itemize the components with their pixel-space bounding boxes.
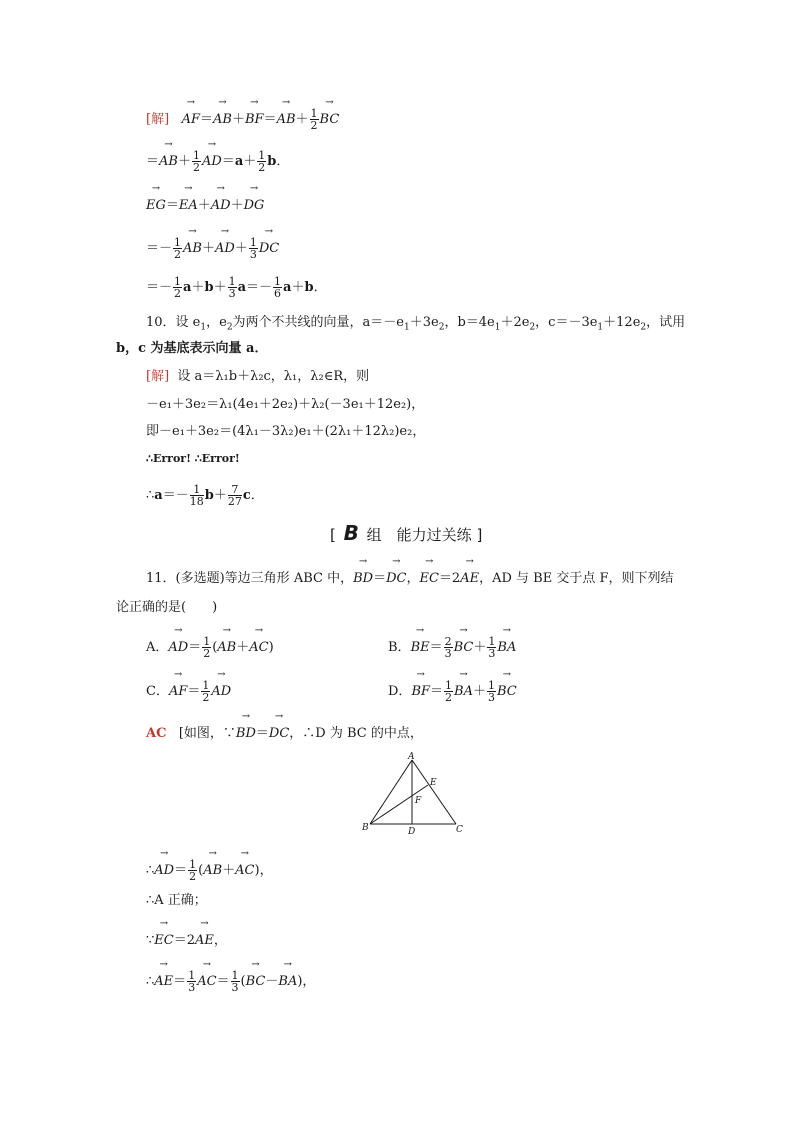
label-a: A (408, 752, 415, 762)
label-d: D (408, 827, 416, 837)
label-b: B (362, 823, 369, 833)
step-ad: ∴→ AD＝ $\frac{1}{2}$ (→ AB＋→ AC)， (146, 855, 273, 882)
q11-prompt-line1: 11．(多选题)等边三角形 ABC 中，→ BD＝→ DC，→ EC＝2→ AE，AD 与 BE 交于点 F，则下列结 (146, 563, 674, 590)
sol9-line2: ＝→ AB＋ $\frac{1}{2}$ → AD＝a＋ $\frac{1}{2}$ b． (146, 146, 289, 173)
q10-sol-line3: 即－e₁＋3e₂＝(4λ₁－3λ₂)e₁＋(2λ₁＋12λ₂)e₂， (146, 424, 426, 439)
q10-prompt-line2: b，c 为基底表示向量 a． (116, 341, 268, 356)
sol9-line4: ＝－ $\frac{1}{2}$ → AB＋→ AD＋ $\frac{1}{3}$ → DC (146, 233, 279, 260)
q10-sol-line2: －e₁＋3e₂＝λ₁(4e₁＋2e₂)＋λ₂(－3e₁＋12e₂)， (146, 397, 425, 412)
group-b-logo: B (343, 521, 359, 545)
q11-prompt-line2: 论正确的是( ) (116, 600, 218, 615)
solution-tag: [解] (146, 369, 170, 384)
sol9-line1: [解] → AF＝→ AB＋→ BF＝→ AB＋ $\frac{1}{2}$ → BC (146, 104, 339, 131)
step-ae: ∴→ AE＝ $\frac{1}{3}$ → AC＝ $\frac{1}{3}$ (→ BC－→ BA)， (146, 966, 315, 993)
label-e: E (430, 778, 437, 788)
option-b: B．→ BE＝ $\frac{2}{3}$ → BC＋ $\frac{1}{3}$ → BA (388, 632, 516, 659)
sol9-line5: ＝－ $\frac{1}{2}$ a＋b＋ $\frac{1}{3}$ a＝－ $\frac{1}{6}$ a＋b． (146, 275, 327, 300)
edge-ac (412, 760, 456, 824)
label-f: F (415, 796, 422, 806)
q10-sol-line1: [解] 设 a＝λ₁b＋λ₂c，λ₁，λ₂∈R，则 (146, 369, 370, 384)
section-title: [ B 组 能力过关练 ] (330, 521, 483, 545)
solution-tag: [解] (146, 112, 170, 127)
q10-sol-line4: ∴Error! ∴Error! (146, 452, 240, 465)
option-a: A．→ AD＝ $\frac{1}{2}$ (→ AB＋→ AC) (146, 632, 274, 659)
edge-ab (370, 760, 412, 824)
label-c: C (456, 825, 463, 835)
q10-sol-line5: ∴a＝－ $\frac{1}{18}$ b＋ $\frac{7}{27}$ c． (146, 483, 264, 508)
step-ec: ∵→ EC＝2→ AE， (146, 925, 227, 952)
answer-label: AC (146, 726, 167, 741)
sol9-line3: → EG＝→ EA＋→ AD＋→ DG (146, 190, 264, 217)
q11-answer-line: AC [如图，∵→ BD＝→ DC，∴D 为 BC 的中点， (146, 718, 423, 745)
option-c: C．→ AF＝ $\frac{1}{2}$ → AD (146, 676, 231, 703)
q10-prompt-line1: 10．设 $e_1$，$e_2$为两个不共线的向量，$a=-e_1+3e_2$，$b=4e_1+2e_2$，$c=-3e_1+12e_2$，试用 (146, 315, 686, 333)
step-a-correct: ∴A 正确； (146, 893, 207, 908)
option-d: D．→ BF＝ $\frac{1}{2}$ → BA＋ $\frac{1}{3}$ → BC (388, 676, 517, 703)
triangle-diagram (360, 752, 470, 838)
